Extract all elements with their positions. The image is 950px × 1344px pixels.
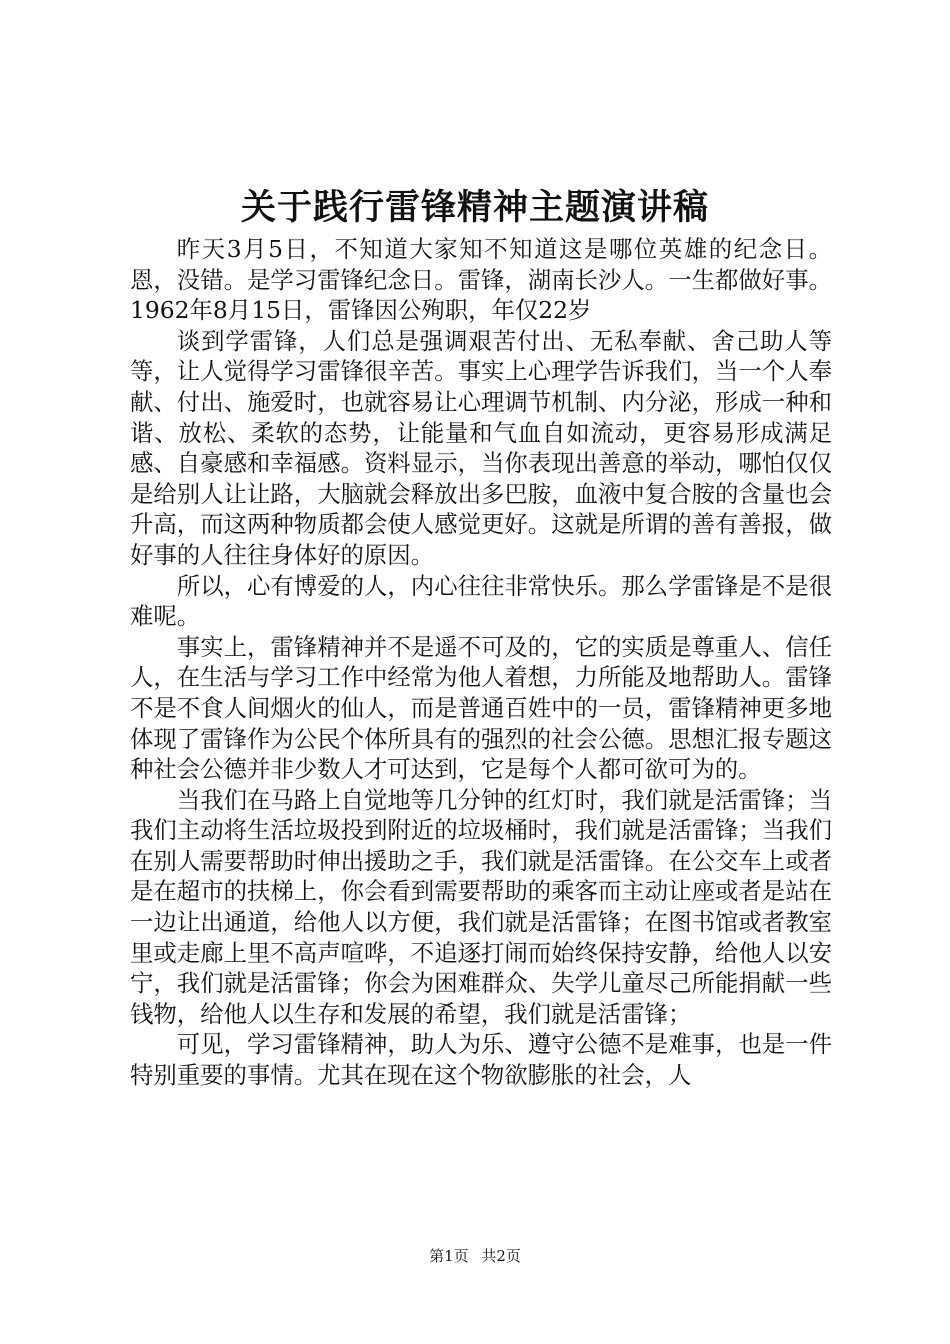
document-body xyxy=(130,234,832,1091)
paragraph: 可见，学习雷锋精神，助人为乐、遵守公德不是难事，也是一件特别重要的事情。尤其在现在这个物欲膨胀的社会，人 xyxy=(130,1030,832,1090)
paragraph: 事实上，雷锋精神并不是遥不可及的，它的实质是尊重人、信任人，在生活与学习工作中经常为他人着想，力所能及地帮助人。雷锋不是不食人间烟火的仙人，而是普通百姓中的一员，雷锋精神更多地体现了雷锋作为公民个体所具有的强烈的社会公德。思想汇报专题这种社会公德并非少数人才可达到，它是每个人都可欲可为的。 xyxy=(130,632,832,784)
page-number: 第1页 xyxy=(429,1247,469,1265)
paragraph: 谈到学雷锋，人们总是强调艰苦付出、无私奉献、舍己助人等等，让人觉得学习雷锋很辛苦。事实上心理学告诉我们，当一个人奉献、付出、施爱时，也就容易让心理调节机制、内分泌，形成一种和谐、放松、柔软的态势，让能量和气血自如流动，更容易形成满足感、自豪感和幸福感。资料显示，当你表现出善意的举动，哪怕仅仅是给别人让让路，大脑就会释放出多巴胺，血液中复合胺的含量也会升高，而这两种物质都会使人感觉更好。这就是所谓的善有善报，做好事的人往往身体好的原因。 xyxy=(130,326,832,569)
paragraph: 昨天3月5日，不知道大家知不知道这是哪位英雄的纪念日。恩，没错。是学习雷锋纪念日。雷锋，湖南长沙人。一生都做好事。1962年8月15日，雷锋因公殉职，年仅22岁 xyxy=(130,235,832,325)
paragraph: 当我们在马路上自觉地等几分钟的红灯时，我们就是活雷锋；当我们主动将生活垃圾投到附近的垃圾桶时，我们就是活雷锋；当我们在别人需要帮助时伸出援助之手，我们就是活雷锋。在公交车上或者是在超市的扶梯上，你会看到需要帮助的乘客而主动让座或者是站在一边让出通道，给他人以方便，我们就是活雷锋；在图书馆或者教室里或走廊上里不高声喧哗，不追逐打闹而始终保持安静，给他人以安宁，我们就是活雷锋；你会为困难群众、失学儿童尽己所能捐献一些钱物，给他人以生存和发展的希望，我们就是活雷锋； xyxy=(130,785,832,1028)
document-title: 关于践行雷锋精神主题演讲稿 xyxy=(240,187,709,228)
page-footer xyxy=(0,1245,950,1267)
paragraph: 所以，心有博爱的人，内心往往非常快乐。那么学雷锋是不是很难呢。 xyxy=(130,571,832,631)
page-total: 共2页 xyxy=(481,1247,521,1265)
